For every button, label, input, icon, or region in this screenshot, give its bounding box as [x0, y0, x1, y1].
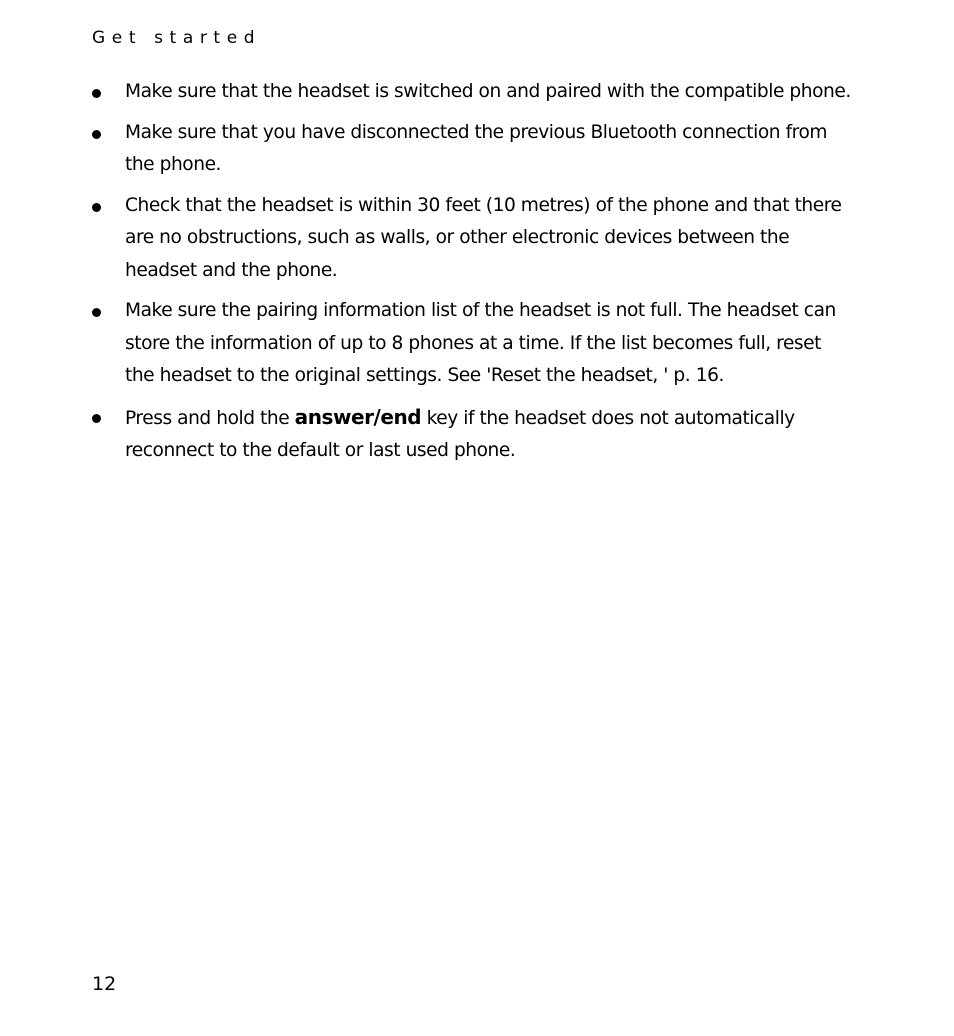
- bullet-icon: [92, 308, 101, 317]
- bullet-icon: [92, 414, 101, 423]
- list-item-text: Make sure the pairing information list of the headset is not full. The headset can store the information of up to 8 phones at a time. If the list becomes full, reset the headset to the original settings. See 'Reset the headset, ' p. 16.: [125, 300, 836, 386]
- list-item: [92, 295, 852, 393]
- key-name: answer/end: [294, 404, 422, 429]
- list-item-text-before: Press and hold the: [125, 407, 295, 429]
- bullet-icon: [92, 130, 101, 139]
- list-item: [92, 117, 852, 182]
- bullet-icon: [92, 89, 101, 98]
- list-item: [92, 190, 852, 288]
- list-item: [92, 401, 852, 468]
- list-item-text: Make sure that the headset is switched on and paired with the compatible phone.: [125, 81, 851, 102]
- bullet-icon: [92, 203, 101, 212]
- list-item-text: Check that the headset is within 30 feet (10 metres) of the phone and that there are no obstructions, such as walls, or other electronic devices between the headset and the phone.: [125, 194, 842, 281]
- list-item-text-after: key if the headset does not automatically reconnect to the default or last used phone.: [125, 407, 795, 461]
- list-item: [92, 76, 852, 109]
- page-number: 12: [92, 973, 117, 995]
- troubleshooting-list: [92, 76, 852, 476]
- list-item-text: Make sure that you have disconnected the previous Bluetooth connection from the phone.: [125, 121, 828, 175]
- section-header: Get started: [92, 28, 262, 48]
